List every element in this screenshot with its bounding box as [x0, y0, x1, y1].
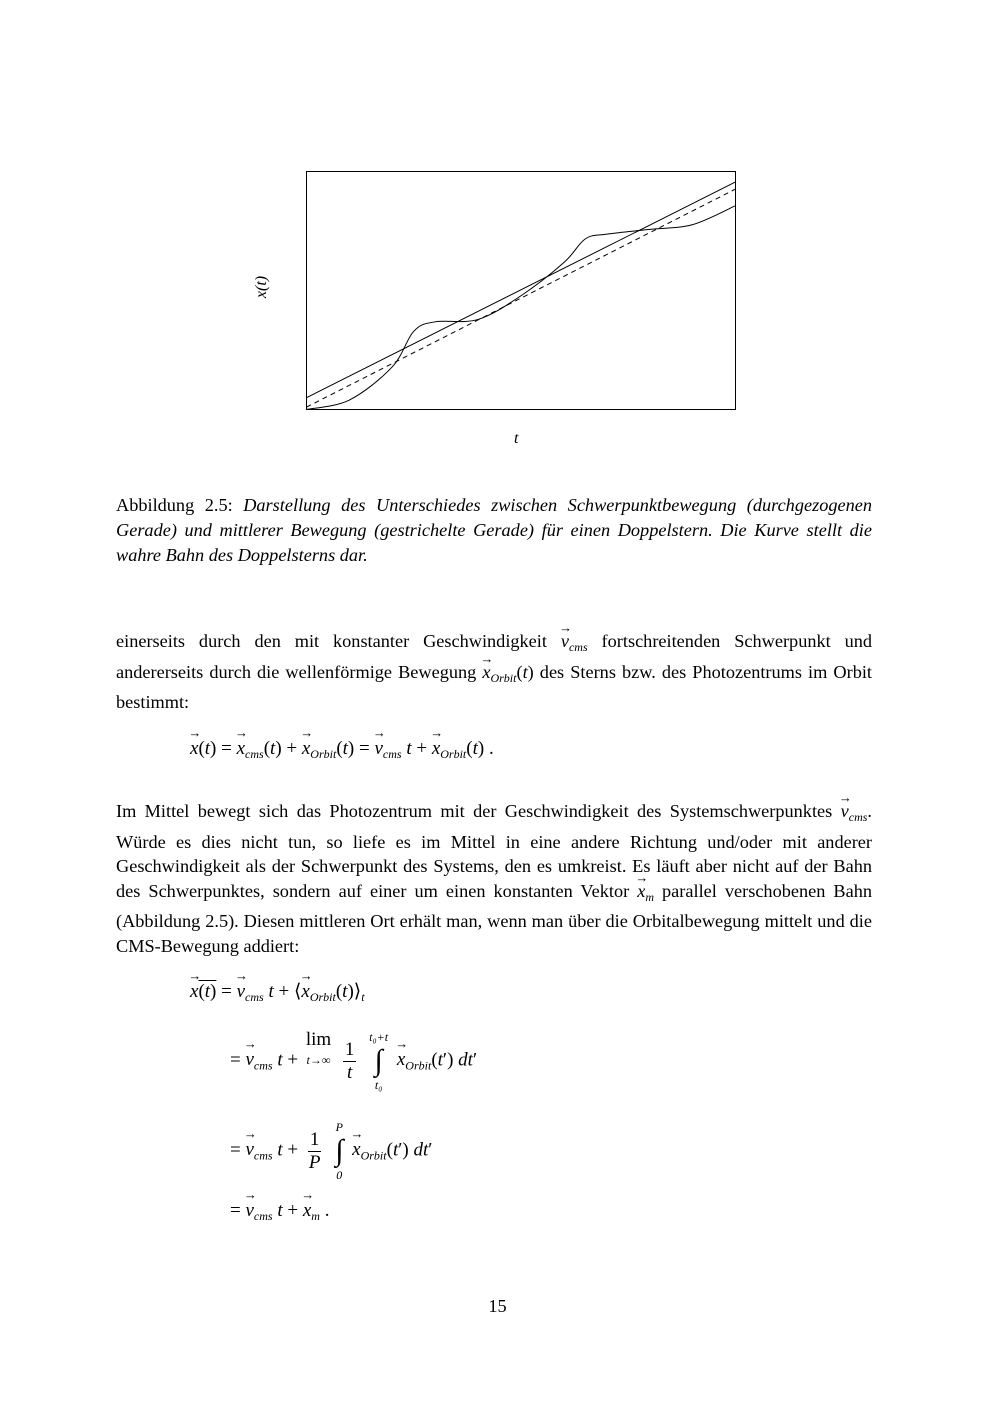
t-var: t	[268, 981, 274, 1002]
page-number: 15	[488, 1296, 507, 1316]
sub-m: m	[645, 889, 654, 904]
frac-den: t	[347, 1061, 353, 1083]
integral-2	[335, 1120, 343, 1182]
plot-frame	[307, 172, 736, 410]
x-vector: → x	[352, 1139, 360, 1161]
frac-num: 1	[344, 1038, 355, 1060]
equation-1: → x(t) = → $x_{cms}(t)$ + → $x_{Orbit}(t)$ = → $v_{cms}$ t + → $x_{Orbit}(t)$ .	[190, 738, 494, 762]
sub-orbit: Orbit	[440, 747, 467, 761]
integral-sign: ∫	[335, 1134, 344, 1167]
x-vector: → x	[397, 1049, 405, 1071]
fraction-1-over-P	[307, 1129, 323, 1174]
t-var: t	[406, 738, 412, 759]
x-vector: → x	[637, 879, 645, 904]
paragraph-2	[116, 799, 872, 959]
sub-cms: cms	[245, 990, 264, 1004]
x-vector: → x	[190, 738, 198, 760]
figure-caption	[116, 493, 872, 568]
x-vector: → x	[482, 660, 490, 685]
sub-orbit: Orbit	[405, 1058, 432, 1073]
equation-2-line-3: = → $v_{cms}$ t + $\frac{1}{P}$ P ∫ 0 → $x_{Orbit}(t')$ dt′	[230, 1120, 432, 1182]
sub-cms: cms	[568, 640, 588, 654]
v-vector: → v	[841, 799, 849, 824]
sub-cms: cms	[848, 810, 868, 824]
para1-text-3: des Sterns bzw. des Photozentrums im Orbit bestimmt:	[116, 661, 872, 713]
v-vector: → v	[245, 1200, 253, 1222]
t-var: t	[472, 738, 478, 759]
t-var: t	[204, 738, 211, 759]
y-axis-label: x(t)	[253, 275, 270, 299]
sub-cms: cms	[253, 1058, 273, 1073]
caption-text: Darstellung des Unterschiedes zwischen Schwerpunktbewegung (durchgezogenen Gerade) und mittlerer Bewegung (gestrichelte Gerade) für einen Doppelstern. Die Kurve stellt die wahre Bahn des Doppelsterns dar.	[116, 495, 872, 565]
t-var: t	[467, 1049, 473, 1071]
equation-2-line-2: = → $v_{cms}$ t + lim t→∞ $\frac{1}{t}$ t₀+t ∫ t₀ → $x_{Orbit}(t')$ dt′	[230, 1030, 477, 1092]
v-vector: → v	[237, 981, 245, 1003]
frac-num: 1	[309, 1128, 320, 1150]
sub-orbit: Orbit	[360, 1148, 387, 1163]
x-axis-label: t	[514, 430, 519, 447]
t-var: t	[422, 1139, 429, 1161]
sub-m: m	[311, 1209, 320, 1223]
caption-label: Abbildung 2.5:	[116, 495, 233, 515]
integral-upper: t₀+t	[369, 1030, 389, 1044]
t-var: t	[277, 1200, 283, 1221]
integral-1	[369, 1030, 388, 1092]
sub-orbit: Orbit	[490, 670, 517, 685]
para1-text-1: einerseits durch den mit konstanter Geschwindigkeit	[116, 631, 561, 651]
equation-2-line-1: → x(t) = → $v_{cms}$ t + ⟨→ $x_{Orbit}(t)⟩_t$	[190, 980, 365, 1005]
integral-lower: 0	[336, 1168, 343, 1182]
limit	[306, 1030, 331, 1070]
x-vector: → x	[302, 738, 310, 760]
v-vector: → v	[245, 1139, 253, 1161]
t-var: t	[437, 1049, 443, 1071]
series-solid-line	[307, 182, 736, 398]
t-var: t	[342, 738, 348, 759]
fraction-1-over-t	[343, 1039, 357, 1084]
integral-sign: ∫	[374, 1044, 383, 1077]
v-vector: → v	[374, 738, 382, 760]
integral-upper: P	[335, 1120, 343, 1134]
v-vector: → v	[245, 1049, 253, 1071]
sub-cms: cms	[253, 1209, 273, 1223]
para2-text-3: parallel verschobenen Bahn (Abbildung 2.5). Diesen mittleren Ort erhält man, wenn man über die Orbitalbewegung mittelt und die CMS-Bewegung addiert:	[116, 880, 872, 956]
equation-2-line-4: = → $v_{cms}$ t + → $x_m$ .	[230, 1200, 329, 1224]
sub-cms: cms	[253, 1148, 273, 1163]
integral-lower: t₀	[374, 1078, 383, 1092]
series-layer	[307, 182, 736, 410]
t-var: t	[270, 738, 276, 759]
lim-sub: t→∞	[306, 1053, 331, 1067]
para1-text-2: fortschreitenden Schwerpunkt und andererseits durch die wellenförmige Bewegung	[116, 631, 873, 682]
x-vector: → x	[301, 981, 309, 1003]
t-var: t	[392, 1139, 399, 1161]
series-dashed-line	[307, 189, 736, 407]
lim-word: lim	[305, 1029, 332, 1050]
sub-orbit: Orbit	[309, 990, 336, 1004]
t-var: t	[277, 1139, 283, 1161]
x-vector: → x	[190, 981, 198, 1003]
sub-cms: cms	[382, 747, 402, 761]
sub-orbit: Orbit	[310, 747, 337, 761]
orbit-figure	[306, 171, 736, 411]
x-vector: → x	[237, 738, 245, 760]
paragraph-1: einerseits durch den mit konstanter Geschwindigkeit → $v_{cms}$ fortschreitenden Schwerpunkt und andererseits durch die wellenförmige Bewegung → $x_{Orbit}(t)$ des Sterns bzw. des Photozentrums im Orbit bestimmt:	[116, 629, 872, 715]
t-var: t	[342, 981, 348, 1002]
frac-den: P	[308, 1151, 321, 1173]
series-orbit-curve	[307, 206, 736, 410]
sub-t: t	[361, 990, 365, 1004]
t-var: t	[277, 1049, 283, 1071]
sub-cms: cms	[245, 747, 264, 761]
para2-text-2: . Würde es dies nicht tun, so liefe es im Mittel in eine andere Richtung und/oder mit anderer Geschwindigkeit als der Schwerpunkt des Systems, den es umkreist. Es läuft aber nicht auf der Bahn des Schwerpunktes, sondern auf einer um einen konstanten Vektor	[116, 801, 872, 901]
v-vector: → v	[561, 629, 569, 654]
x-vector: → x	[303, 1200, 311, 1222]
x-vector: → x	[432, 738, 440, 760]
t-var: t	[522, 661, 528, 682]
para2-text-1: Im Mittel bewegt sich das Photozentrum mit der Geschwindigkeit des Systemschwerpunktes	[116, 801, 841, 821]
t-var: t	[204, 981, 211, 1002]
mean-x: → x(t)	[190, 981, 216, 1002]
